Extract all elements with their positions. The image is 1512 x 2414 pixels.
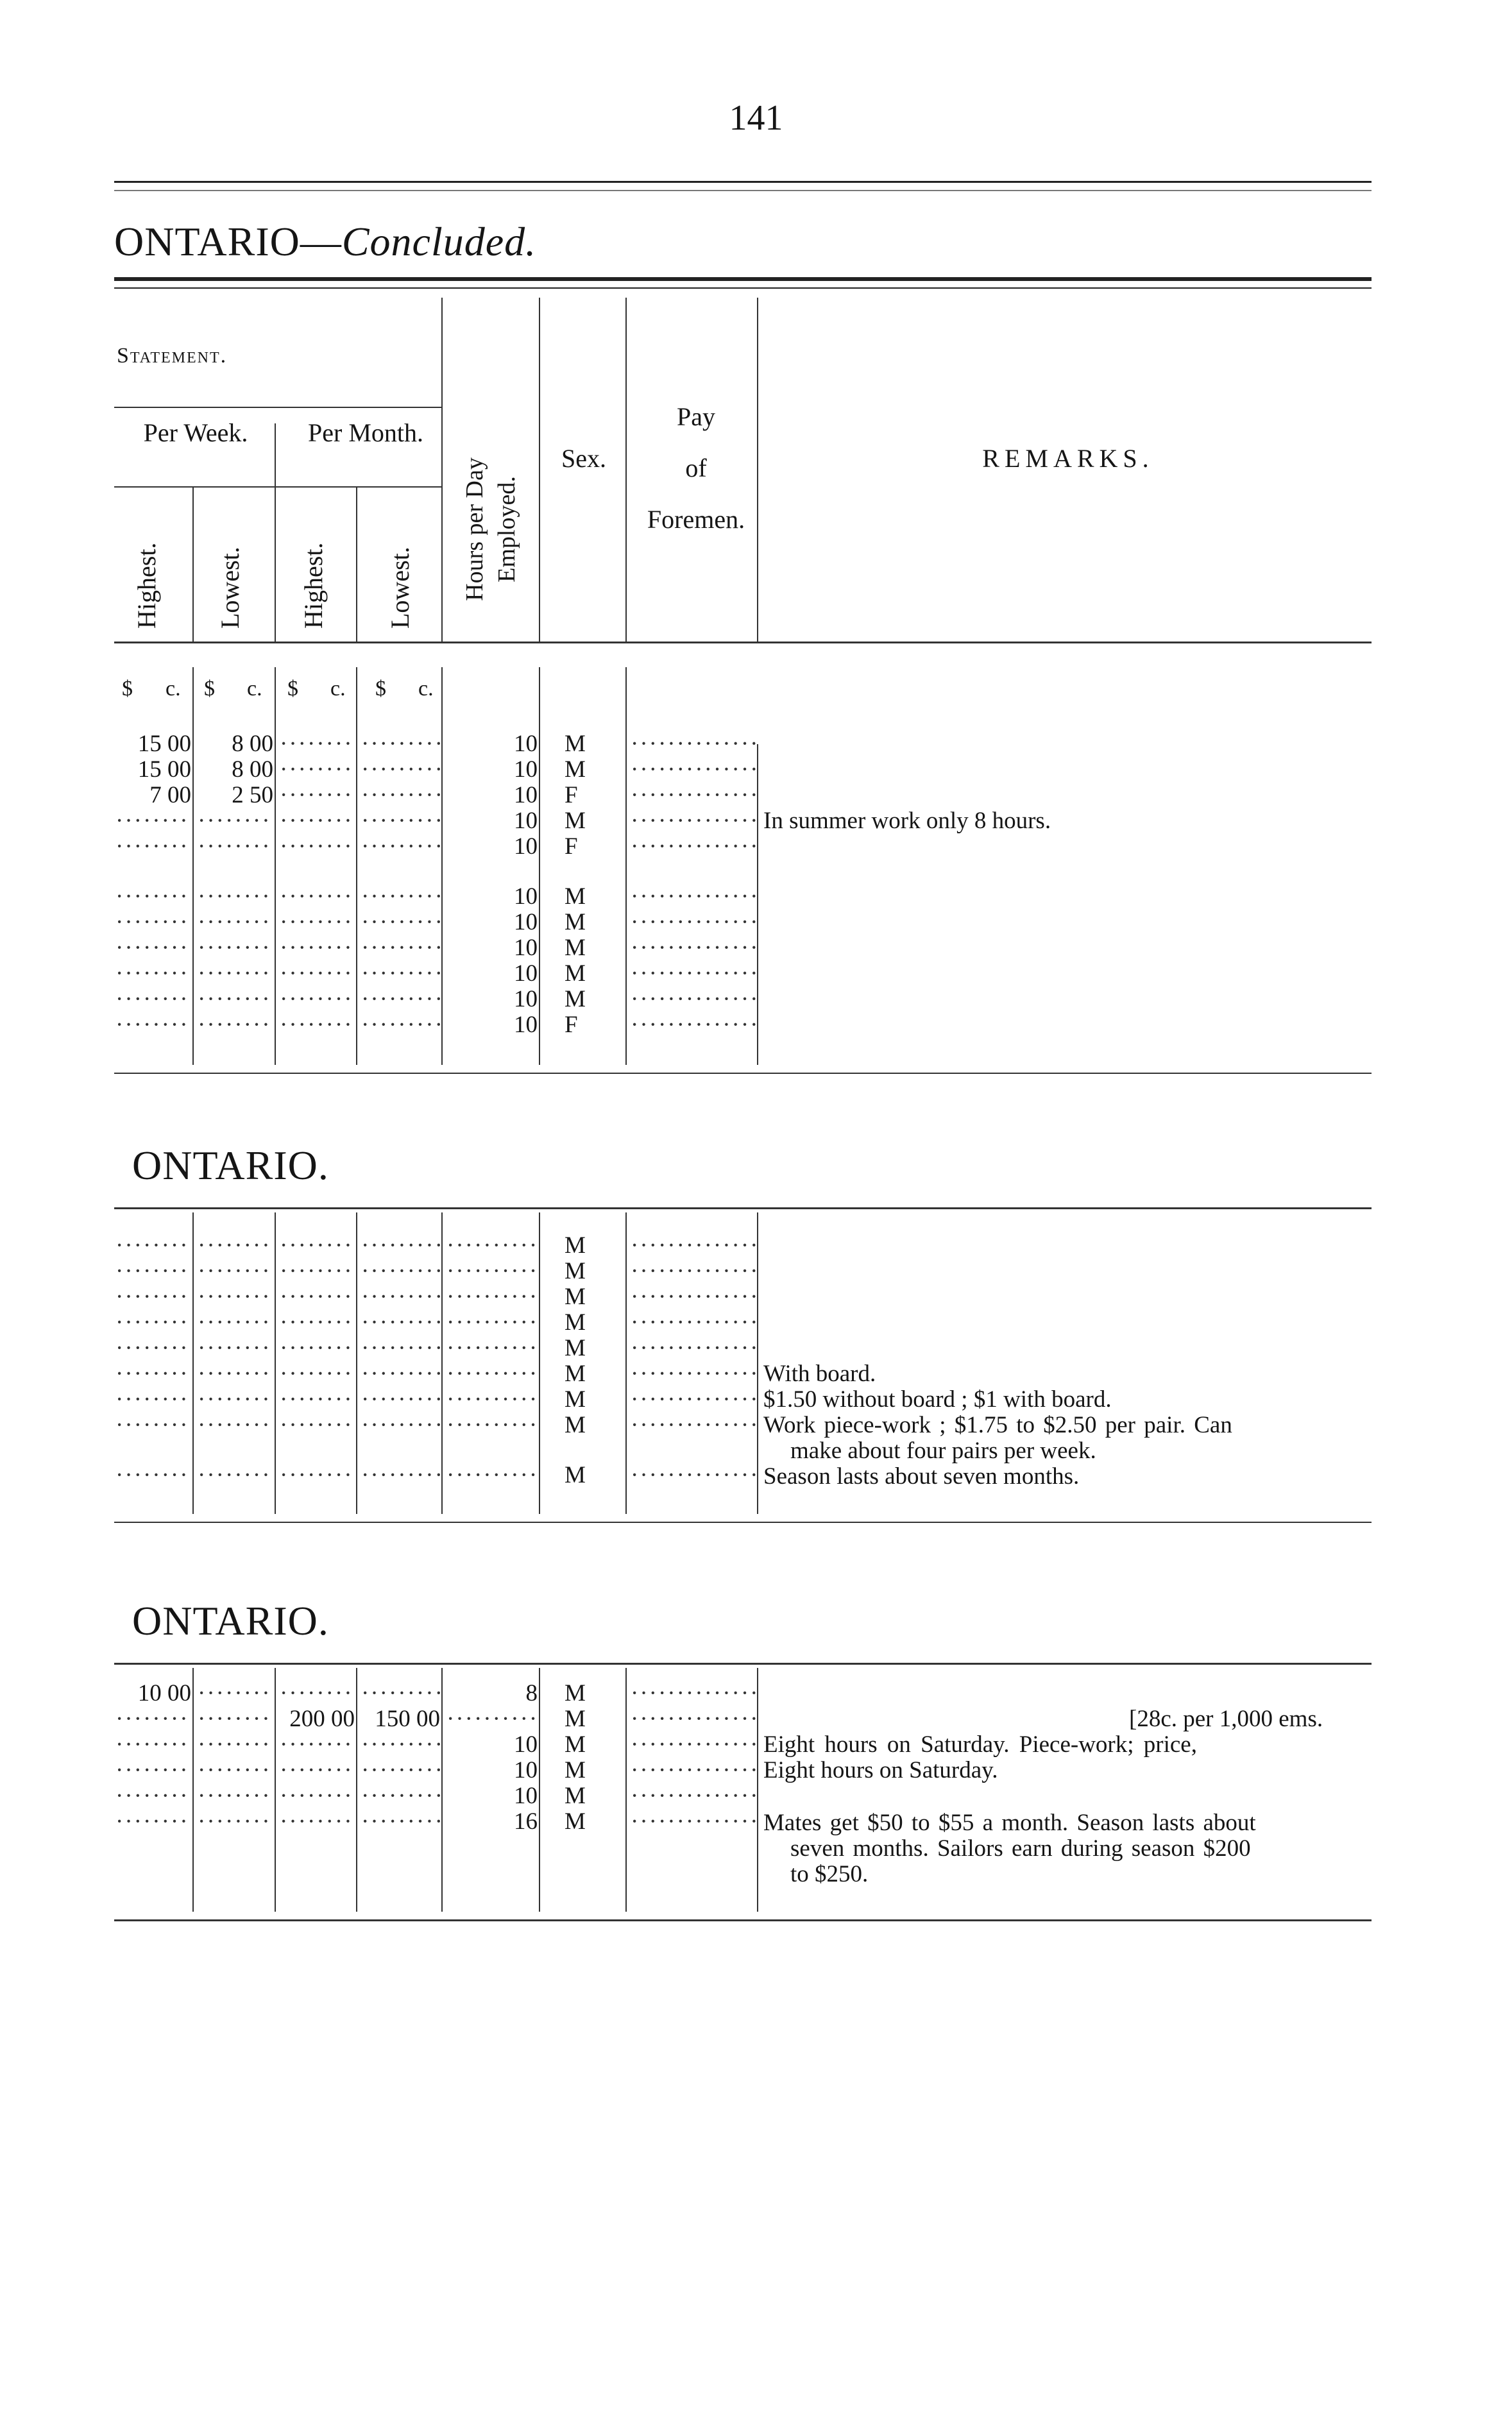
s1-row-5-hours: 10 [514,834,538,860]
s3-row-1-sex: M [565,1681,586,1706]
header-rule-statement [114,407,441,408]
s2-row-6-ml [361,1361,440,1387]
s2-row-5-wl [198,1336,273,1361]
s2-row-5-pay [631,1336,756,1361]
s3-remark-3: Eight hours on Saturday. [763,1757,998,1783]
s2-row-9-sex: M [565,1463,586,1488]
s1-row [0,757,1512,783]
s1-row-2-sex: M [565,757,586,783]
section1-heading-rule-thin [114,287,1372,289]
s3-row-6-mh [280,1809,355,1835]
s3-row-2-pay [631,1706,756,1732]
s2-row-1-sex: M [565,1233,586,1259]
s1-row-4-sex: M [565,808,586,834]
s1-row-11-hours: 10 [514,1012,538,1038]
s2-vline-6 [625,1212,627,1514]
cent-sign: c. [166,677,181,701]
header-vline-2 [275,423,276,642]
s2-row-2-wl [198,1259,273,1284]
s1-vline-5 [539,667,540,1065]
s1-row-7-mh [280,910,355,935]
s2-row-6-pay [631,1361,756,1387]
s1-row-3-mh [280,783,355,808]
s1-row-8-wh [115,935,191,961]
dollar-sign: $ [204,677,215,701]
s2-row-4-sex: M [565,1310,586,1336]
top-rule-thin [114,190,1372,191]
s2-row [0,1310,1512,1336]
s1-row-10-hours: 10 [514,987,538,1012]
s1-vline-1 [192,667,194,1065]
s2-row-3-pay [631,1284,756,1310]
s1-row-1-pay [631,731,756,757]
s1-row-6-sex: M [565,884,586,910]
section1-heading [114,218,536,266]
s3-row-1-hours: 8 [525,1681,538,1706]
s3-row-2-mh: 200 00 [289,1706,355,1732]
s1-row-10-wh [115,987,191,1012]
header-vline-6 [625,298,627,642]
s3-row-6-sex: M [565,1809,586,1835]
s2-row-3-sex: M [565,1284,586,1310]
pay-label-1: Pay [677,402,715,431]
page-number: 141 [729,98,783,138]
s1-row-11-wh [115,1012,191,1038]
s1-row-1-hours: 10 [514,731,538,757]
s3-row [0,1758,1512,1783]
s2-row-5-hours [446,1336,538,1361]
section3-top-rule [114,1663,1372,1665]
header-vline-4 [441,298,443,642]
s2-row-8-wl [198,1413,273,1438]
header-vline-5 [539,298,540,642]
month-lowest-label: Lowest. [386,547,414,629]
s1-vline-3 [356,667,357,1065]
s1-vline-2 [275,667,276,1065]
s1-vline-4 [441,667,443,1065]
cent-sign: c. [418,677,434,701]
s2-vline-1 [192,1212,194,1514]
s1-vline-7 [757,744,758,1065]
s1-row-2-mh [280,757,355,783]
s2-row [0,1259,1512,1284]
s1-row-6-wh [115,884,191,910]
s3-row-5-mh [280,1783,355,1809]
unit-row [0,677,1512,702]
s1-row-5-wl [198,834,273,860]
s3-row-4-sex: M [565,1758,586,1783]
s2-row [0,1361,1512,1387]
s1-row-8-sex: M [565,935,586,961]
s1-row-8-hours: 10 [514,935,538,961]
s2-row-6-hours [446,1361,538,1387]
s1-row-11-sex: F [565,1012,578,1038]
s1-row [0,808,1512,834]
s3-row-3-wh [115,1732,191,1758]
s2-row-4-wh [115,1310,191,1336]
s2-remark-3: Work piece-work ; $1.75 to $2.50 per pair. Can [763,1412,1232,1438]
s1-row-3-hours: 10 [514,783,538,808]
s1-row-4-hours: 10 [514,808,538,834]
s2-row-3-wh [115,1284,191,1310]
s3-row-3-ml [361,1732,440,1758]
s1-row-6-mh [280,884,355,910]
s3-row-4-ml [361,1758,440,1783]
s3-row-3-wl [198,1732,273,1758]
s3-row-2-wl [198,1706,273,1732]
s1-row-6-hours: 10 [514,884,538,910]
s3-vline-3 [356,1668,357,1912]
s1-row-7-pay [631,910,756,935]
s3-row-1-wl [198,1681,273,1706]
s3-row-2-wh [115,1706,191,1732]
section2-top-rule [114,1207,1372,1209]
s2-row-8-ml [361,1413,440,1438]
s1-row-2-wh: 15 00 [137,757,191,783]
s2-row-8-sex: M [565,1413,586,1438]
s3-remark-2: Eight hours on Saturday. Piece-work; price, [763,1731,1197,1758]
s3-vline-7 [757,1668,758,1912]
s3-row-1-ml [361,1681,440,1706]
s1-row-5-sex: F [565,834,578,860]
s3-row-6-ml [361,1809,440,1835]
s2-remark-4: make about four pairs per week. [790,1438,1096,1464]
s2-row-1-pay [631,1233,756,1259]
s2-row-4-wl [198,1310,273,1336]
s2-row-7-sex: M [565,1387,586,1413]
section2-heading: ONTARIO. [132,1143,329,1188]
pay-of-foremen-label [632,391,760,545]
section1-title-main: ONTARIO— [114,219,342,264]
s3-row-4-hours: 10 [514,1758,538,1783]
s2-row-6-wl [198,1361,273,1387]
s2-row-1-wl [198,1233,273,1259]
s3-row-5-wl [198,1783,273,1809]
per-week-label: Per Week. [143,418,248,447]
s1-row [0,910,1512,935]
s1-row-5-mh [280,834,355,860]
pay-label-3: Foremen. [647,505,745,534]
statement-label: Statement. [117,344,228,368]
s3-row-4-wh [115,1758,191,1783]
s1-row-6-wl [198,884,273,910]
s1-row-2-ml [361,757,440,783]
hours-per-day-label [459,423,523,635]
s2-vline-3 [356,1212,357,1514]
s1-row-7-wl [198,910,273,935]
s2-row-9-mh [280,1463,355,1488]
s2-row-5-wh [115,1336,191,1361]
header-vline-1 [192,486,194,642]
s3-row [0,1809,1512,1835]
s1-row-1-mh [280,731,355,757]
s2-vline-2 [275,1212,276,1514]
s1-row-3-ml [361,783,440,808]
s3-vline-2 [275,1668,276,1912]
s3-row-5-sex: M [565,1783,586,1809]
s1-row-8-wl [198,935,273,961]
s1-row-7-sex: M [565,910,586,935]
s2-row [0,1463,1512,1488]
week-highest-label: Highest. [132,542,161,629]
dollar-sign: $ [375,677,386,701]
s2-row [0,1387,1512,1413]
s1-row-9-wh [115,961,191,987]
s1-row-1-wh: 15 00 [137,731,191,757]
s1-row-8-mh [280,935,355,961]
s3-row-6-pay [631,1809,756,1835]
s3-row-6-wl [198,1809,273,1835]
s1-row [0,987,1512,1012]
s1-row-11-mh [280,1012,355,1038]
section2-end-rule [114,1522,1372,1523]
s3-remark-5: seven months. Sailors earn during season $200 [790,1835,1251,1862]
dollar-sign: $ [287,677,298,701]
s2-remark-5: Season lasts about seven months. [763,1463,1080,1490]
s2-row [0,1336,1512,1361]
s1-row-9-hours: 10 [514,961,538,987]
s2-row-2-mh [280,1259,355,1284]
s2-row-3-mh [280,1284,355,1310]
s2-row-8-pay [631,1413,756,1438]
cent-sign: c. [330,677,346,701]
s3-row-2-ml: 150 00 [375,1706,440,1732]
s2-row-7-wl [198,1387,273,1413]
s1-row-11-pay [631,1012,756,1038]
s1-row-10-mh [280,987,355,1012]
header-rule-periods [114,486,441,488]
s2-row-3-hours [446,1284,538,1310]
month-highest-label: Highest. [299,542,328,629]
hours-per-day-text: Hours per Day Employed. [461,457,520,601]
s1-row-9-pay [631,961,756,987]
s1-row [0,834,1512,860]
s1-row [0,731,1512,757]
s2-vline-7 [757,1212,758,1514]
s3-row-4-wl [198,1758,273,1783]
pay-label-2: of [685,454,707,482]
s1-row-5-wh [115,834,191,860]
s2-row-9-hours [446,1463,538,1488]
remarks-label: REMARKS. [982,444,1154,473]
s2-row-7-mh [280,1387,355,1413]
s1-row-1-ml [361,731,440,757]
s1-row-10-ml [361,987,440,1012]
s1-row-4-mh [280,808,355,834]
s2-row-5-ml [361,1336,440,1361]
s2-row-7-wh [115,1387,191,1413]
s3-row-5-ml [361,1783,440,1809]
dollar-sign: $ [122,677,133,701]
s3-row-5-hours: 10 [514,1783,538,1809]
s3-row-3-hours: 10 [514,1732,538,1758]
s2-row-4-mh [280,1310,355,1336]
header-vline-3 [356,486,357,642]
s3-row-3-mh [280,1732,355,1758]
s1-row-9-mh [280,961,355,987]
s2-row-2-pay [631,1259,756,1284]
s3-row-1-mh [280,1681,355,1706]
s2-row-1-ml [361,1233,440,1259]
s2-row-2-wh [115,1259,191,1284]
s1-row-4-ml [361,808,440,834]
s1-row-7-ml [361,910,440,935]
s1-row-7-hours: 10 [514,910,538,935]
s1-row-11-ml [361,1012,440,1038]
s1-row-3-wl: 2 50 [232,783,273,808]
s2-row-8-wh [115,1413,191,1438]
s1-row [0,884,1512,910]
cent-sign: c. [247,677,262,701]
section1-end-rule [114,1073,1372,1074]
s2-row-1-mh [280,1233,355,1259]
s2-row [0,1284,1512,1310]
s2-remark-1: With board. [763,1361,876,1387]
s2-row [0,1233,1512,1259]
s2-row-2-ml [361,1259,440,1284]
s1-row-10-sex: M [565,987,586,1012]
s1-row-10-pay [631,987,756,1012]
s2-row-3-ml [361,1284,440,1310]
s1-row-1-wl: 8 00 [232,731,273,757]
s2-row [0,1413,1512,1438]
s1-row-2-pay [631,757,756,783]
s2-row-2-sex: M [565,1259,586,1284]
s2-remark-2: $1.50 without board ; $1 with board. [763,1386,1112,1413]
s1-row-3-sex: F [565,783,578,808]
s3-row [0,1681,1512,1706]
s2-row-7-ml [361,1387,440,1413]
s1-row-8-pay [631,935,756,961]
s1-row-4-wh [115,808,191,834]
header-vline-7 [757,298,758,642]
section3-heading: ONTARIO. [132,1598,329,1644]
top-rule [114,181,1372,183]
s3-row [0,1732,1512,1758]
s2-row-5-mh [280,1336,355,1361]
s1-vline-6 [625,667,627,1065]
s1-row-9-ml [361,961,440,987]
s1-row-10-wl [198,987,273,1012]
s1-row [0,1012,1512,1038]
s2-row-6-wh [115,1361,191,1387]
s2-row-7-hours [446,1387,538,1413]
s3-row-5-pay [631,1783,756,1809]
s1-row-6-ml [361,884,440,910]
section1-heading-rule [114,277,1372,281]
s3-row-4-mh [280,1758,355,1783]
s1-row-3-pay [631,783,756,808]
s2-row-5-sex: M [565,1336,586,1361]
s3-remark-6: to $250. [790,1861,869,1887]
s2-row-9-wl [198,1463,273,1488]
section1-title-italic: Concluded. [341,219,537,264]
s2-vline-4 [441,1212,443,1514]
s2-row-8-hours [446,1413,538,1438]
s1-row [0,935,1512,961]
s3-row-5-wh [115,1783,191,1809]
s2-row-2-hours [446,1259,538,1284]
s1-row-9-wl [198,961,273,987]
s1-row-8-ml [361,935,440,961]
s3-row-2-sex: M [565,1706,586,1732]
s1-row [0,783,1512,808]
s2-row-3-wl [198,1284,273,1310]
week-lowest-label: Lowest. [216,547,244,629]
s3-row-2-hours [446,1706,538,1732]
s1-row-11-wl [198,1012,273,1038]
s2-row-1-wh [115,1233,191,1259]
s2-row-4-hours [446,1310,538,1336]
s3-row [0,1783,1512,1809]
s2-row-1-hours [446,1233,538,1259]
s3-row-3-sex: M [565,1732,586,1758]
s2-row-8-mh [280,1413,355,1438]
s2-vline-5 [539,1212,540,1514]
s1-row-4-pay [631,808,756,834]
s1-row-7-wh [115,910,191,935]
s2-row-4-pay [631,1310,756,1336]
per-month-label: Per Month. [308,418,423,447]
s3-remark-4: Mates get $50 to $55 a month. Season lasts about [763,1810,1256,1836]
s2-row-4-ml [361,1310,440,1336]
s1-row-5-pay [631,834,756,860]
header-bottom-rule [114,642,1372,643]
s2-row-9-pay [631,1463,756,1488]
s3-vline-6 [625,1668,627,1912]
s2-row-7-pay [631,1387,756,1413]
s1-row-1-sex: M [565,731,586,757]
s1-row-2-wl: 8 00 [232,757,273,783]
s3-row-1-pay [631,1681,756,1706]
s1-row-2-hours: 10 [514,757,538,783]
s3-row-1-wh: 10 00 [137,1681,191,1706]
s1-row-9-sex: M [565,961,586,987]
s3-row-4-pay [631,1758,756,1783]
s1-row-6-pay [631,884,756,910]
s3-vline-4 [441,1668,443,1912]
s3-vline-1 [192,1668,194,1912]
section3-end-rule [114,1919,1372,1921]
s3-remark-1: [28c. per 1,000 ems. [1129,1706,1323,1732]
s1-row-5-ml [361,834,440,860]
s2-row-9-ml [361,1463,440,1488]
s3-row-3-pay [631,1732,756,1758]
s2-row-9-wh [115,1463,191,1488]
section1-remark-summer: In summer work only 8 hours. [763,808,1051,834]
s1-row-4-wl [198,808,273,834]
s1-row-3-wh: 7 00 [149,783,191,808]
s1-row [0,961,1512,987]
s3-vline-5 [539,1668,540,1912]
sex-label: Sex. [561,444,606,473]
s2-row-6-sex: M [565,1361,586,1387]
s2-row-6-mh [280,1361,355,1387]
s3-row-6-hours: 16 [514,1809,538,1835]
s3-row-6-wh [115,1809,191,1835]
